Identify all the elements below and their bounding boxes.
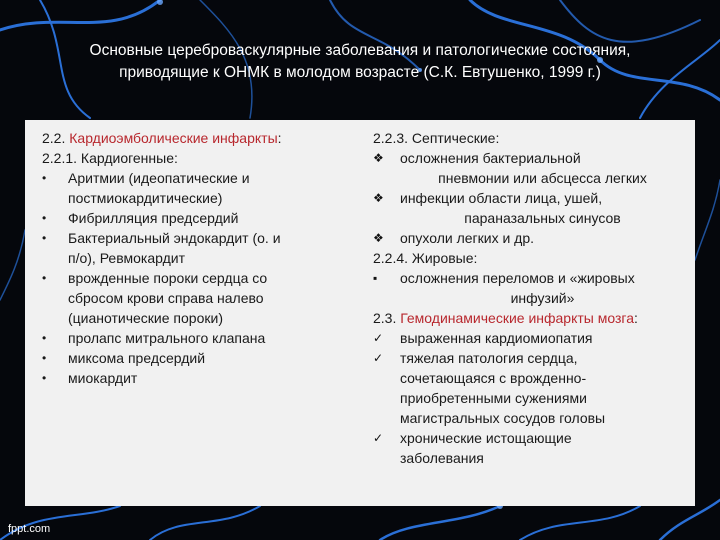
hemodynamic-heading (373, 308, 685, 328)
checkmark-icon: ✓ (373, 331, 384, 345)
item-text: магистральных сосудов головы (400, 410, 606, 426)
slide-title (0, 40, 720, 84)
list-item (373, 348, 685, 428)
list-item (42, 348, 342, 368)
list-item (373, 228, 685, 248)
left-column (42, 128, 342, 388)
cardioembolic-heading (42, 128, 342, 148)
list-item (42, 268, 342, 328)
square-bullet-icon: ▪ (373, 271, 378, 285)
item-text: пневмонии или абсцесса легких (438, 170, 647, 186)
item-text: параназальных синусов (464, 210, 621, 226)
title-line-2: приводящие к ОНМК в молодом возрасте (С.К. Евтушенко, 1999 г.) (119, 64, 601, 81)
item-text: п/о), Ревмокардит (68, 250, 185, 266)
bullet-icon: • (42, 211, 47, 225)
fat-heading: 2.2.4. Жировые: (373, 250, 478, 266)
diamond-bullet-icon: ❖ (373, 231, 384, 245)
diamond-bullet-icon: ❖ (373, 151, 384, 165)
list-item (42, 328, 342, 348)
list-item (373, 328, 685, 348)
heading-colon: : (633, 310, 638, 326)
list-item (373, 428, 685, 468)
bullet-icon: • (42, 231, 47, 245)
item-text: тяжелая патология сердца, (400, 350, 578, 366)
bullet-icon: • (42, 271, 47, 285)
list-item (42, 368, 342, 388)
bullet-icon: • (42, 371, 47, 385)
list-item (373, 268, 685, 308)
diamond-bullet-icon: ❖ (373, 191, 384, 205)
item-text: миокардит (68, 370, 138, 386)
footer-watermark: fppt.com (8, 523, 51, 535)
item-text: опухоли легких и др. (400, 230, 535, 246)
list-item (42, 228, 342, 268)
item-text: Бактериальный эндокардит (о. и (68, 230, 281, 246)
item-text: инфузий» (510, 290, 575, 306)
bullet-icon: • (42, 171, 47, 185)
item-text: сбросом крови справа налево (68, 290, 264, 306)
item-text: хронические истощающие (400, 430, 572, 446)
item-text: пролапс митрального клапана (68, 330, 266, 346)
item-text: Аритмии (идеопатические и (68, 170, 250, 186)
title-line-1: Основные цереброваскулярные заболевания и патологические состояния, (89, 42, 631, 59)
right-column (373, 128, 685, 468)
item-text: врожденные пороки сердца со (68, 270, 268, 286)
septic-heading: 2.2.3. Септические: (373, 130, 500, 146)
item-text: осложнения переломов и «жировых (400, 270, 635, 286)
item-text: сочетающаяся с врожденно- (400, 370, 587, 386)
list-item (42, 208, 342, 228)
content-panel (25, 120, 695, 506)
item-text: заболевания (400, 450, 484, 466)
cardiogenic-subheading: 2.2.1. Кардиогенные: (42, 150, 178, 166)
item-text: осложнения бактериальной (400, 150, 581, 166)
item-text: приобретенными сужениями (400, 390, 587, 406)
heading-number: 2.3. (373, 310, 401, 326)
item-text: миксома предсердий (68, 350, 206, 366)
list-item (373, 148, 685, 188)
list-item (373, 188, 685, 228)
heading-number: 2.2. (42, 130, 70, 146)
heading-highlight: Кардиоэмболические инфаркты (69, 130, 278, 146)
checkmark-icon: ✓ (373, 431, 384, 445)
heading-colon: : (277, 130, 282, 146)
checkmark-icon: ✓ (373, 351, 384, 365)
bullet-icon: • (42, 331, 47, 345)
bullet-icon: • (42, 351, 47, 365)
item-text: (цианотические пороки) (68, 310, 223, 326)
list-item (42, 168, 342, 208)
item-text: Фибрилляция предсердий (68, 210, 239, 226)
item-text: выраженная кардиомиопатия (400, 330, 593, 346)
item-text: постмиокардитические) (68, 190, 223, 206)
heading-highlight: Гемодинамические инфаркты мозга (400, 310, 634, 326)
item-text: инфекции области лица, ушей, (400, 190, 603, 206)
